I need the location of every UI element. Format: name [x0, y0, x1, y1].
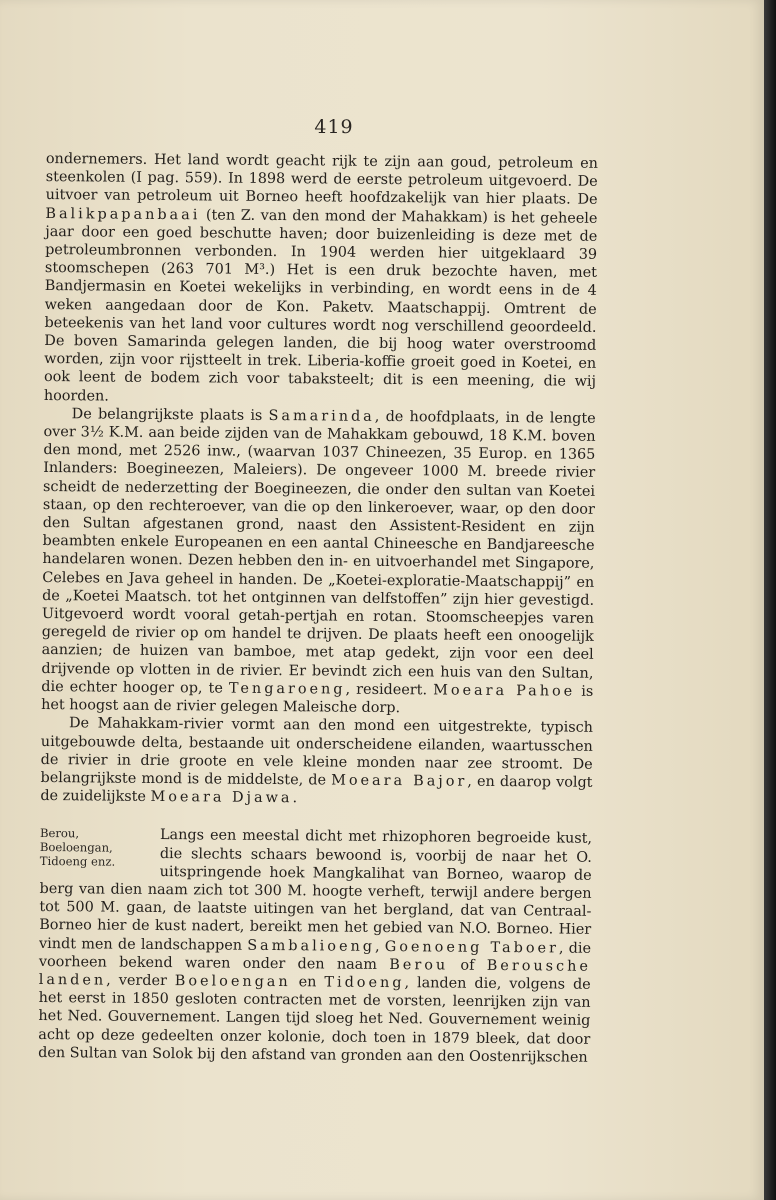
place-name: Sambalioeng [247, 937, 376, 955]
place-name: Tidoeng [324, 974, 405, 992]
text-run: , die voorheen bekend waren onder den naam [38, 940, 592, 973]
place-name: Balikpapanbaai [45, 205, 201, 223]
text-run: , [374, 938, 385, 955]
paragraph-1 [44, 150, 598, 410]
text-run: en [290, 974, 325, 991]
text-run: of [448, 957, 487, 974]
place-name: Berousche landen [38, 957, 591, 989]
body-text [38, 150, 598, 1067]
page-number: 419 [314, 116, 354, 138]
text-run: Langs een meestal dicht met rhizophoren begroeide kust, die slechts schaars bewoond is, voorbij de naar het O. uitspringende hoek Mangkalihat van Borneo, waarop de berg van dien naam zich tot 300 M. hoogte verheft, terwijl andere bergen tot 500 M. gaan, de laatste uitingen van het bergland, dat van Centraal-Borneo hier de kust nadert, bereikt men het gebied van N.O. Borneo. Hier vindt men de landschappen [39, 827, 593, 954]
text-run: , resideert. [345, 681, 434, 699]
place-name: Moeara Djawa [150, 789, 293, 807]
text-run: , en daarop volgt de zuidelijkste [40, 773, 593, 806]
place-name: Boeloengan [174, 973, 291, 991]
text-run: , verder [106, 972, 175, 990]
place-name: Moeara Pahoe [433, 682, 576, 700]
text-run: , de hoofdplaats, in de lengte over 3½ K.M. aan beide zijden van de Mahakkam gebouwd, 18 K.M. boven den mond, met 2526 inw., (waarvan 1037 Chineezen, 35 Europ. en 1365 Inlanders: Boegineezen, Maleiers). De ongeveer 1000 M. breede rivier scheidt de nederzetting der Boegineezen, die onder den sultan van Koetei staan, op den rechteroever, van die op den linkeroever, waar, op den door den Sultan afgestanen grond, naast den Assistent-Resident en zijn beambten enkele Europeanen en een aantal Chineesche en Bandjareesche handelaren wonen. Dezen hebben den in- en uitvoerhandel met Singapore, Celebes en Java geheel in handen. De „Koetei-exploratie-Maatschappij” en de „Koetei Maatsch. tot het ontginnen van delfstoffen” zijn hier gevestigd. Uitgevoerd wordt vooral getah-pertjah en rotan. Stoomscheepjes varen geregeld de rivier op om handel te drijven. De plaats heeft een onoogelijk aanzien; de huizen van bamboe, met atap gedekt, zijn voor een deel drijvende op vlotten in de rivier. Er bevindt zich een huis van den Sultan, die echter hooger op, te [41, 408, 596, 697]
text-run: De Mahakkam-rivier vormt aan den mond een uitgestrekte, typisch uitgebouwde delta, bestaande uit onderscheidene eilanden, waartusschen de rivier in drie groote en vele kleine monden naar zee stroomt. De belangrijkste mond is de middelste, de [40, 715, 594, 789]
text-run: ondernemers. Het land wordt geacht rijk te zijn aan goud, petroleum en steenkolen (I pag. 559). In 1898 werd de eerste petroleum uitgevoerd. De uitvoer van petroleum uit Borneo heeft hoofdzakelijk van hier plaats. De [45, 150, 598, 209]
text-run: , landen die, volgens de het eerst in 1850 gesloten contracten met de vorsten, leenrijken zijn van het Ned. Gouvernement. Langen tijd sloeg het Ned. Gouvernement weinig acht op deze gedeelten onzer kolonie, doch toen in 1879 bleek, dat door den Sultan van Solok bij den afstand van gronden aan den Oostenrijkschen [38, 975, 591, 1066]
place-name: Goenoeng Taboer [384, 938, 560, 957]
text-run: De belangrijkste plaats is [71, 406, 269, 424]
place-name: Moeara Bajor [331, 772, 468, 790]
place-name: Tengaroeng [228, 680, 346, 698]
text-run: is het hoogst aan de rivier gelegen Maleische dorp. [41, 683, 594, 717]
place-name: Berou [389, 956, 449, 974]
margin-note: Berou, Boeloengan, Tidoeng enz. [39, 826, 116, 869]
section-berou [38, 825, 592, 1066]
book-spine-edge [764, 0, 776, 1200]
place-name: Samarinda [268, 407, 375, 425]
text-run: . [292, 790, 298, 807]
text-run: (ten Z. van den mond der Mahakkam) is het geheele jaar door een goed beschutte haven; door buizenleiding is deze met de petroleumbronnen verbonden. In 1904 werden hier uitgeklaard 39 stoomschepen (263 701 M³.) Het is een druk bezochte haven, met Bandjermasin en Koetei wekelijks in verbinding, en wordt eens in de 4 weken aangedaan door de Kon. Paketv. Maatschappij. Omtrent de beteekenis van het land voor cultures wordt nog verschillend geoordeeld. De boven Samarinda gelegen landen, die bij hoog water overstroomd worden, zijn voor rijstteelt in trek. Liberia-koffie groeit goed in Koetei, en ook leent de bodem zich voor tabaksteelt; dit is een meening, die wij hoorden. [43, 206, 598, 405]
paragraph-2 [41, 405, 596, 719]
paragraph-3 [40, 714, 593, 810]
